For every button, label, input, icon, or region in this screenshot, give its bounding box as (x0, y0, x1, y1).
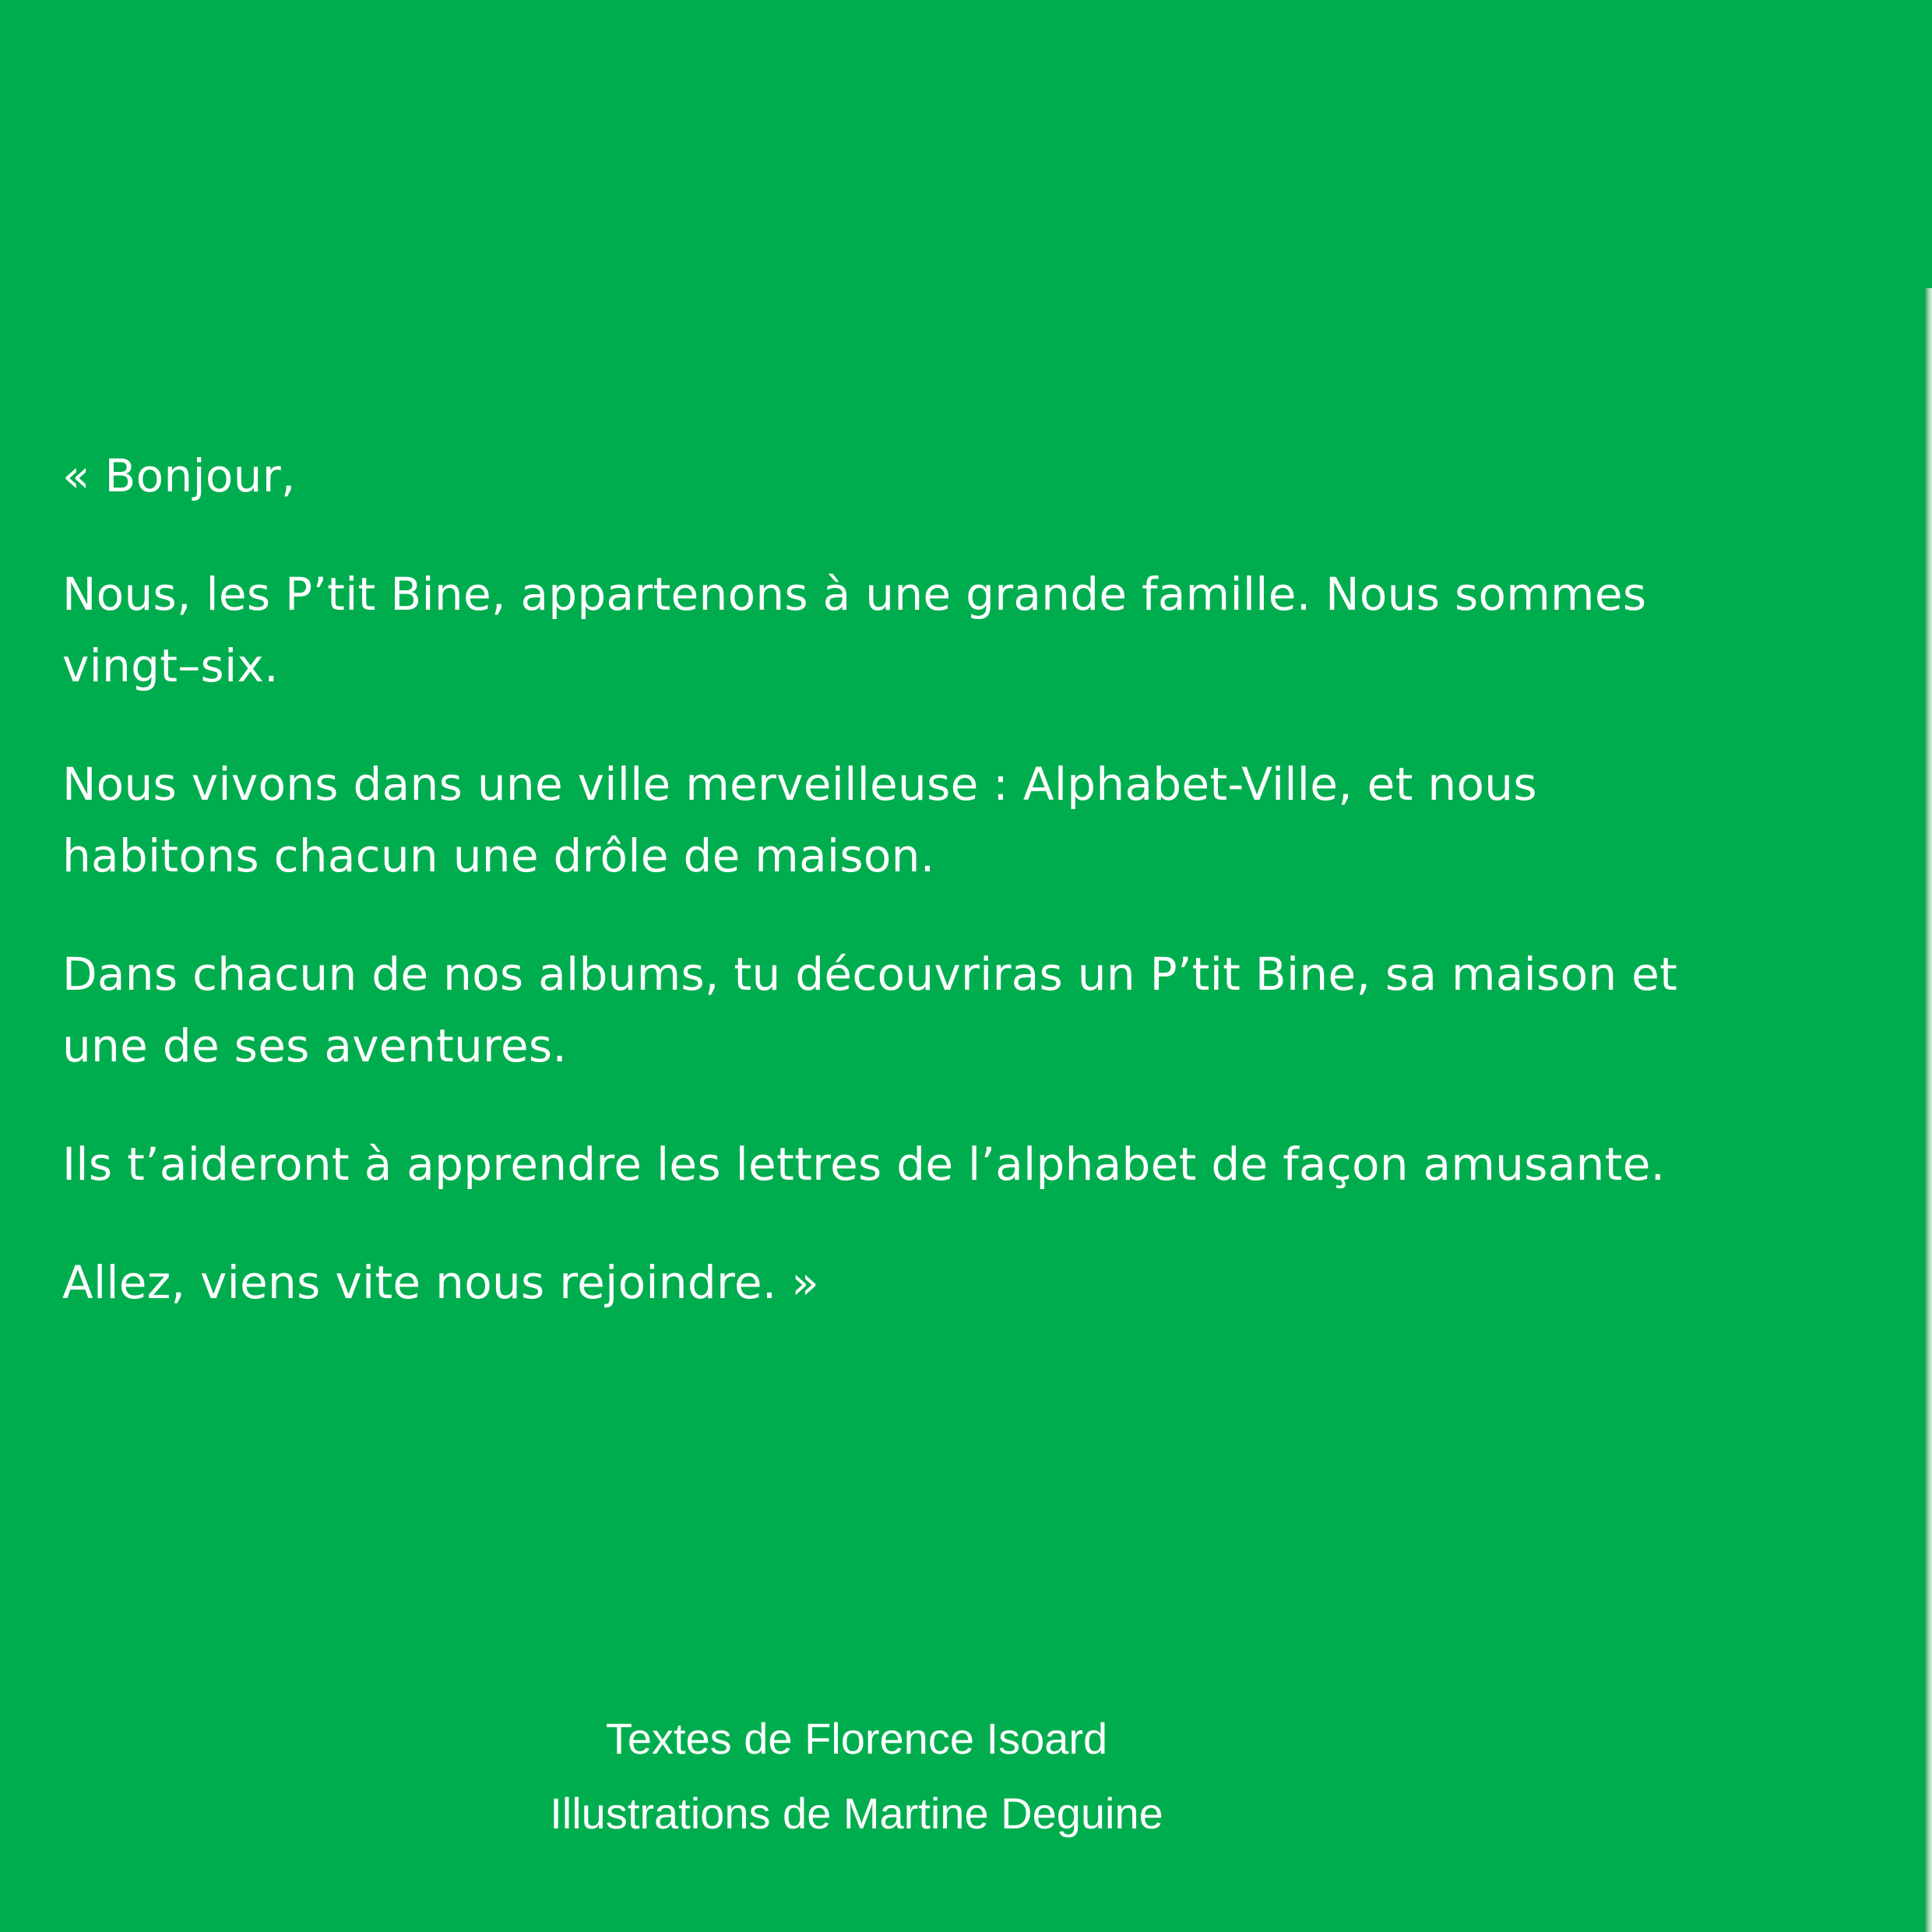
paragraph-city: Nous vivons dans une ville merveilleuse : Alphabet-Ville, et nous habitons chacun une drôle de maison. (62, 758, 1537, 882)
paragraph-alphabet: Ils t’aideront à apprendre les lettres de l’alphabet de façon amusante. (62, 1138, 1666, 1191)
paragraph-albums: Dans chacun de nos albums, tu découvriras un P’tit Bine, sa maison et une de ses aventures. (62, 948, 1678, 1072)
credit-illustrations: Illustrations de Martine Deguine (550, 1789, 1163, 1838)
credits (467, 1701, 1246, 1851)
paragraph-invitation: Allez, viens vite nous rejoindre. » (62, 1256, 820, 1309)
paragraph-family: Nous, les P’tit Bine, appartenons à une grande famille. Nous sommes vingt–six. (62, 568, 1647, 692)
intro-text-block (62, 440, 1737, 1365)
greeting: « Bonjour, (62, 449, 296, 502)
credit-texts: Textes de Florence Isoard (605, 1714, 1108, 1763)
page-edge (1925, 288, 1932, 1932)
